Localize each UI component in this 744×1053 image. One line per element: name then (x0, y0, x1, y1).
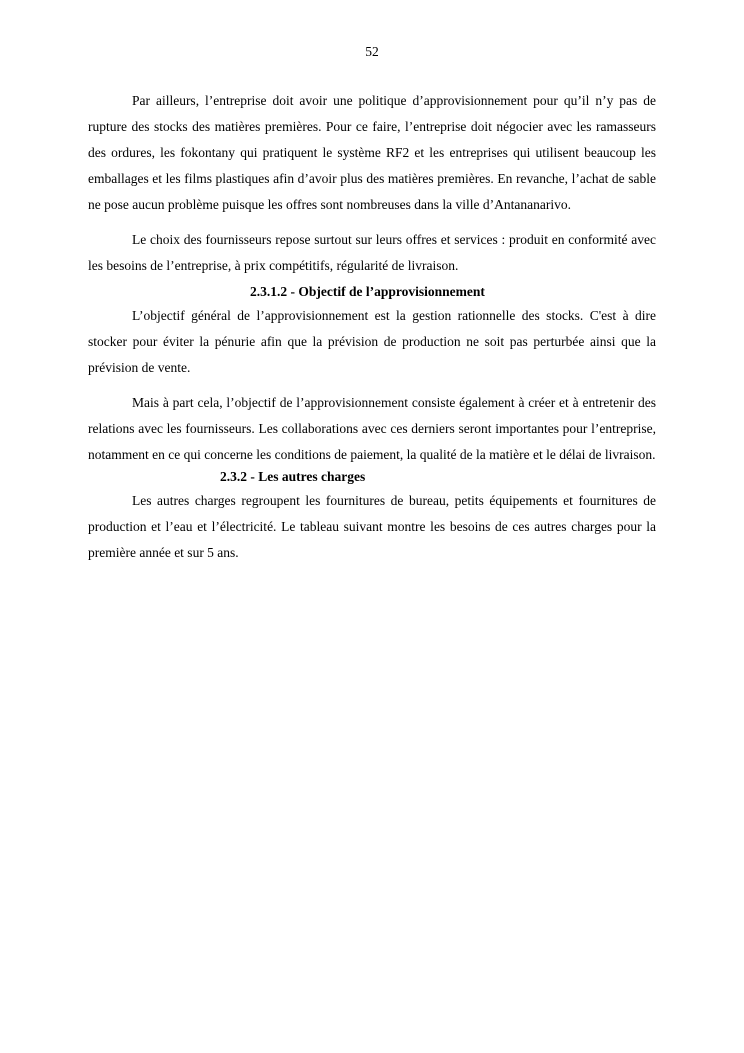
paragraph-autres-charges: Les autres charges regroupent les fournitures de bureau, petits équipements et fournitures de production et l’eau et l’électricité. Le tableau suivant montre les besoins de ces autres charges pour la première année et sur 5 ans. (88, 493, 656, 560)
page-body (88, 88, 656, 566)
heading-autres-charges: 2.3.2 - Les autres charges (220, 469, 366, 484)
paragraph-relations-fournisseurs: Mais à part cela, l’objectif de l’approvisionnement consiste également à créer et à entretenir des relations avec les fournisseurs. Les collaborations avec ces derniers seront importantes pour l’entreprise, notamment en ce qui concerne les conditions de paiement, la qualité de la matière et le délai de livraison. (88, 395, 656, 462)
page-number: 52 (365, 44, 379, 59)
heading-objectif-approvisionnement: 2.3.1.2 - Objectif de l’approvisionnement (250, 284, 485, 299)
paragraph-choix-fournisseurs: Le choix des fournisseurs repose surtout sur leurs offres et services : produit en conformité avec les besoins de l’entreprise, à prix compétitifs, régularité de livraison. (88, 232, 656, 273)
paragraph-objectif-general: L’objectif général de l’approvisionnement est la gestion rationnelle des stocks. C'est à dire stocker pour éviter la pénurie afin que la prévision de production ne soit pas perturbée ainsi que la prévision de vente. (88, 308, 656, 375)
paragraph-approvisionnement-politique: Par ailleurs, l’entreprise doit avoir une politique d’approvisionnement pour qu’il n’y pas de rupture des stocks des matières premières. Pour ce faire, l’entreprise doit négocier avec les ramasseurs des ordures, les fokontany qui pratiquent le système RF2 et les entreprises qui utilisent beaucoup les emballages et les films plastiques afin d’avoir plus des matières premières. En revanche, l’achat de sable ne pose aucun problème puisque les offres sont nombreuses dans la ville d’Antananarivo. (88, 93, 656, 212)
